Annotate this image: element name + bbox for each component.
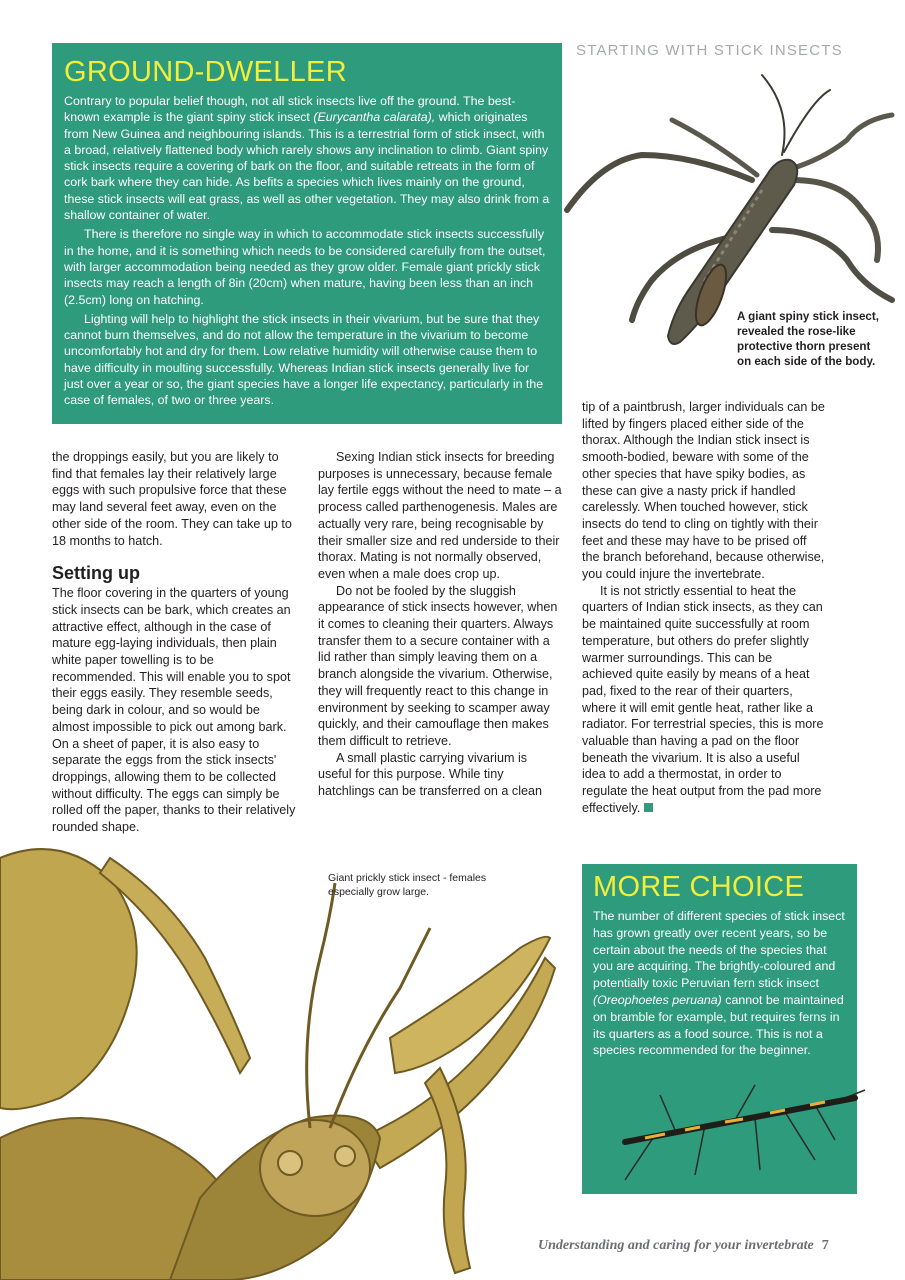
- mc-text-a: The number of different species of stick insect has grown greatly over recent years, so be certain about the needs of the species that you are acquiring. The brightly-coloured and potentially toxic Peruvian fern stick insect: [593, 909, 845, 991]
- end-of-article-mark: [644, 803, 653, 812]
- ground-dweller-box: [52, 43, 562, 424]
- column-3-paragraph-2-text: It is not strictly essential to heat the quarters of Indian stick insects, as they can be maintained quite successfully at room temperature, but others do prefer slightly warmer surroundings. This can be achieved quite easily by means of a heat pad, fixed to the rear of their quarters, where it will emit gentle heat, rather like a radiator. For terrestrial species, this is more valuable than having a pad on the floor beneath the vivarium. It is also a useful idea to add a thermostat, in order to regulate the heat output from the pad more effectively.: [582, 583, 824, 815]
- column-1-paragraph-1: the droppings easily, but you are likely to find that females lay their relatively large eggs with such propulsive force that these may land several feet away, even on the other side of the room. They can take up to 18 months to hatch.: [52, 450, 292, 548]
- mc-species: (Oreophoetes peruana): [593, 992, 722, 1007]
- footer-title: Understanding and caring for your invertebrate: [538, 1238, 814, 1253]
- gd-p1-species: (Eurycantha calarata),: [313, 110, 436, 125]
- more-choice-paragraph: [593, 908, 846, 1059]
- gd-p1-text-b: which originates from New Guinea and neighbouring islands. This is a terrestrial form of stick insect, with a broad, relatively flattened body which rarely shows any inclination to climb. Giant spiny stick insects require a covering of bark on the floor, and suitable retreats in the form of cork bark where they can hide. As befits a species which lives mainly on the ground, these stick insects will eat grass, as well as other vegetation. They may also drink from a shallow container of water.: [64, 110, 550, 223]
- column-3-paragraph-2: [582, 583, 826, 817]
- ground-dweller-title: GROUND-DWELLER: [64, 56, 347, 88]
- column-2-paragraph-2: Do not be fooled by the sluggish appearance of stick insects however, when it comes to cleaning their quarters. Always transfer them to a secure container with a lid rather than simply leaving them on a branch alongside the vivarium. Otherwise, they will frequently react to this change in environment by seeking to scamper away quickly, and their camouflage then makes them difficult to retrieve.: [318, 583, 558, 748]
- peruvian-fern-stick-insect-photo: [585, 1080, 870, 1190]
- prickly-insect-caption: Giant prickly stick insect - females especially grow large.: [328, 872, 487, 898]
- column-2: [318, 449, 563, 800]
- page-number: 7: [821, 1238, 829, 1253]
- setting-up-heading: Setting up: [52, 563, 140, 584]
- more-choice-title: MORE CHOICE: [593, 871, 805, 903]
- ground-dweller-paragraph-3: Lighting will help to highlight the stick insects in their vivarium, but be sure that they cannot burn themselves, and do not allow the temperature in the vivarium to become uncomfortably hot and dry for them. Low relative humidity will otherwise cause them to have difficulty in moulting successfully. Whereas Indian stick insects generally live for just over a year or so, the giant species have a longer life expectancy, particularly in the case of females, of two or three years.: [64, 311, 544, 408]
- ground-dweller-paragraph-2: There is therefore no single way in which to accommodate stick insects successfully in the home, and it is something which needs to be considered carefully from the outset, with larger accommodation being needed as they grow older. Female giant prickly stick insects may reach a length of 8in (20cm) when mature, having been less than an inch (2.5cm) long on hatching.: [64, 227, 546, 307]
- spiny-insect-caption: A giant spiny stick insect, revealed the rose-like protective thorn present on each side of the body.: [737, 310, 879, 368]
- running-head: STARTING WITH STICK INSECTS: [576, 42, 843, 59]
- column-2-paragraph-1: Sexing Indian stick insects for breeding purposes is unnecessary, because female lay fertile eggs without the need to mate – a process called parthenogenesis. Males are actually very rare, being recognisable by their smaller size and red underside to their thorax. Mating is not normally observed, even when a male does crop up.: [318, 450, 562, 581]
- gd-p1-text-a: Contrary to popular belief though, not all stick insects live off the ground. The best-known example is the giant spiny stick insect: [64, 94, 516, 125]
- prickly-stick-insect-photo: [0, 838, 560, 1280]
- column-1-paragraph-2: The floor covering in the quarters of young stick insects can be bark, which creates an attractive effect, although in the case of mature egg-laying individuals, then plain white paper towelling is to be recommended. This will enable you to spot their eggs easily. They resemble seeds, being dark in colour, and so would be almost impossible to pick out among bark. On a sheet of paper, it is also easy to separate the eggs from the stick insects' droppings, allowing them to be collected without difficulty. The eggs can simply be rolled off the paper, thanks to their relatively rounded shape.: [52, 586, 296, 835]
- page-footer: [538, 1238, 829, 1254]
- mc-text-b: cannot be maintained on bramble for example, but requires ferns in its quarters as a food source. This is not a species recommended for the beginner.: [593, 992, 844, 1058]
- column-3: [582, 399, 826, 817]
- column-2-paragraph-3: A small plastic carrying vivarium is useful for this purpose. While tiny hatchlings can be transferred on a clean: [318, 750, 543, 799]
- column-1: [52, 449, 296, 836]
- column-3-paragraph-1: tip of a paintbrush, larger individuals can be lifted by fingers placed either side of the thorax. Although the Indian stick insect is smooth-bodied, beware with some of the other species that have spiky bodies, as these can give a nasty prick if handled carelessly. When touched however, stick insects do tend to cling on tightly with their feet and these may have to be prised off the branch beforehand, because otherwise, you could injure the invertebrate.: [582, 400, 825, 582]
- ground-dweller-paragraph-1: [64, 93, 550, 223]
- spiny-stick-insect-photo: [562, 60, 905, 350]
